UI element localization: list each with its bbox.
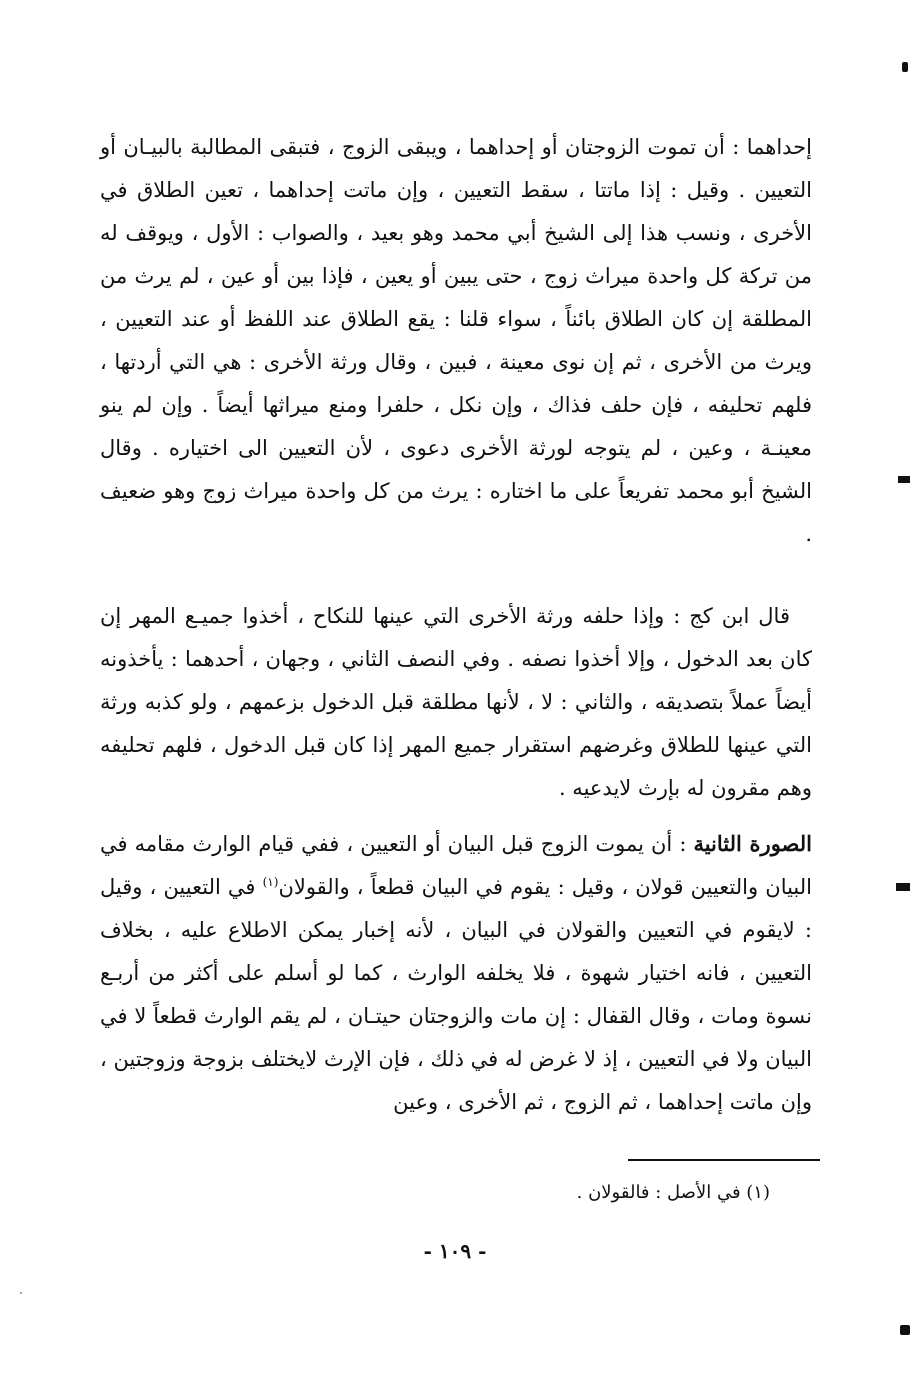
paragraph-section-two xyxy=(100,822,812,1124)
paragraph-first xyxy=(100,126,812,556)
section-text-start: : أن يموت الزوج قبل البيان أو التعيين ، ففي قيام الوارث مقامه في البيان والتعيين قولان ، وقيل : يقوم في البيان قطعاً ، والقولان xyxy=(100,832,812,899)
scan-edge-mark xyxy=(900,1325,910,1335)
scan-edge-mark xyxy=(902,62,908,72)
scan-speck xyxy=(20,1292,22,1294)
footnote-marker: (١) xyxy=(262,875,279,889)
paragraph-text: إحداهما : أن تموت الزوجتان أو إحداهما ، ويبقى الزوج ، فتبقى المطالبة بالبيـان أو التعيين . وقيل : إذا ماتتا ، سقط التعيين ، وإن ماتت إحداهما ، تعين الطلاق في الأخرى ، ونسب هذا إلى الشيخ أبي محمد وهو بعيد ، والصواب : الأول ، ويوقف له من تركة كل واحدة ميراث زوج ، حتى يبين أو يعين ، فإذا بين أو عين ، لم يرث من المطلقة إن كان الطلاق بائناً ، سواء قلنا : يقع الطلاق عند اللفظ أو عند التعيين ، ويرث من الأخرى ، ثم إن نوى معينة ، فبين ، وقال ورثة الأخرى : هي التي أردتها ، فلهم تحليفه ، فإن حلف فذاك ، وإن نكل ، حلفرا ومنع ميراثها أيضاً . وإن لم ينو معينـة ، وعين ، لم يتوجه لورثة الأخرى دعوى ، لأن التعيين الى اختياره . وقال الشيخ أبو محمد تفريعاً على ما اختاره : يرث من كل واحدة ميراث زوج وهو ضعيف . xyxy=(100,135,812,546)
paragraph-text: قال ابن كج : وإذا حلفه ورثة الأخرى التي عينها للنكاح ، أخذوا جميـع المهر إن كان بعد الدخول ، وإلا أخذوا نصفه . وفي النصف الثاني ، وجهان ، أحدهما : يأخذونه أيضاً عملاً بتصديقه ، والثاني : لا ، لأنها مطلقة قبل الدخول بزعمهم ، ولو كذبه ورثة التي عينها للطلاق وغرضهم استقرار جميع المهر إذا كان قبل الدخول ، فلهم تحليفه وهم مقرون له بإرث لايدعيه . xyxy=(100,604,812,800)
section-text-end: في التعيين ، وقيل : لايقوم في التعيين والقولان في البيان ، لأنه إخبار يمكن الاطلاع عليه ، بخلاف التعيين ، فانه اختيار شهوة ، فلا يخلفه الوارث ، كما لو أسلم على أكثر من أربـع نسوة ومات ، وقال القفال : إن مات والزوجتان حيتـان ، لم يقم الوارث قطعاً لا في البيان ولا في التعيين ، إذ لا غرض له في ذلك ، فإن الإرث لايختلف بزوجة وزوجتين ، وإن ماتت إحداهما ، ثم الزوج ، ثم الأخرى ، وعين xyxy=(100,875,812,1114)
paragraph-second xyxy=(100,595,812,810)
page-number: - ١٠٩ - xyxy=(423,1239,487,1263)
footnote-divider xyxy=(628,1159,820,1161)
scan-edge-mark xyxy=(896,883,910,891)
footnote: (١) في الأصل : فالقولان . xyxy=(576,1182,770,1203)
section-heading: الصورة الثانية xyxy=(693,831,812,856)
scan-edge-mark xyxy=(898,476,910,483)
section-paragraph xyxy=(100,822,812,1124)
